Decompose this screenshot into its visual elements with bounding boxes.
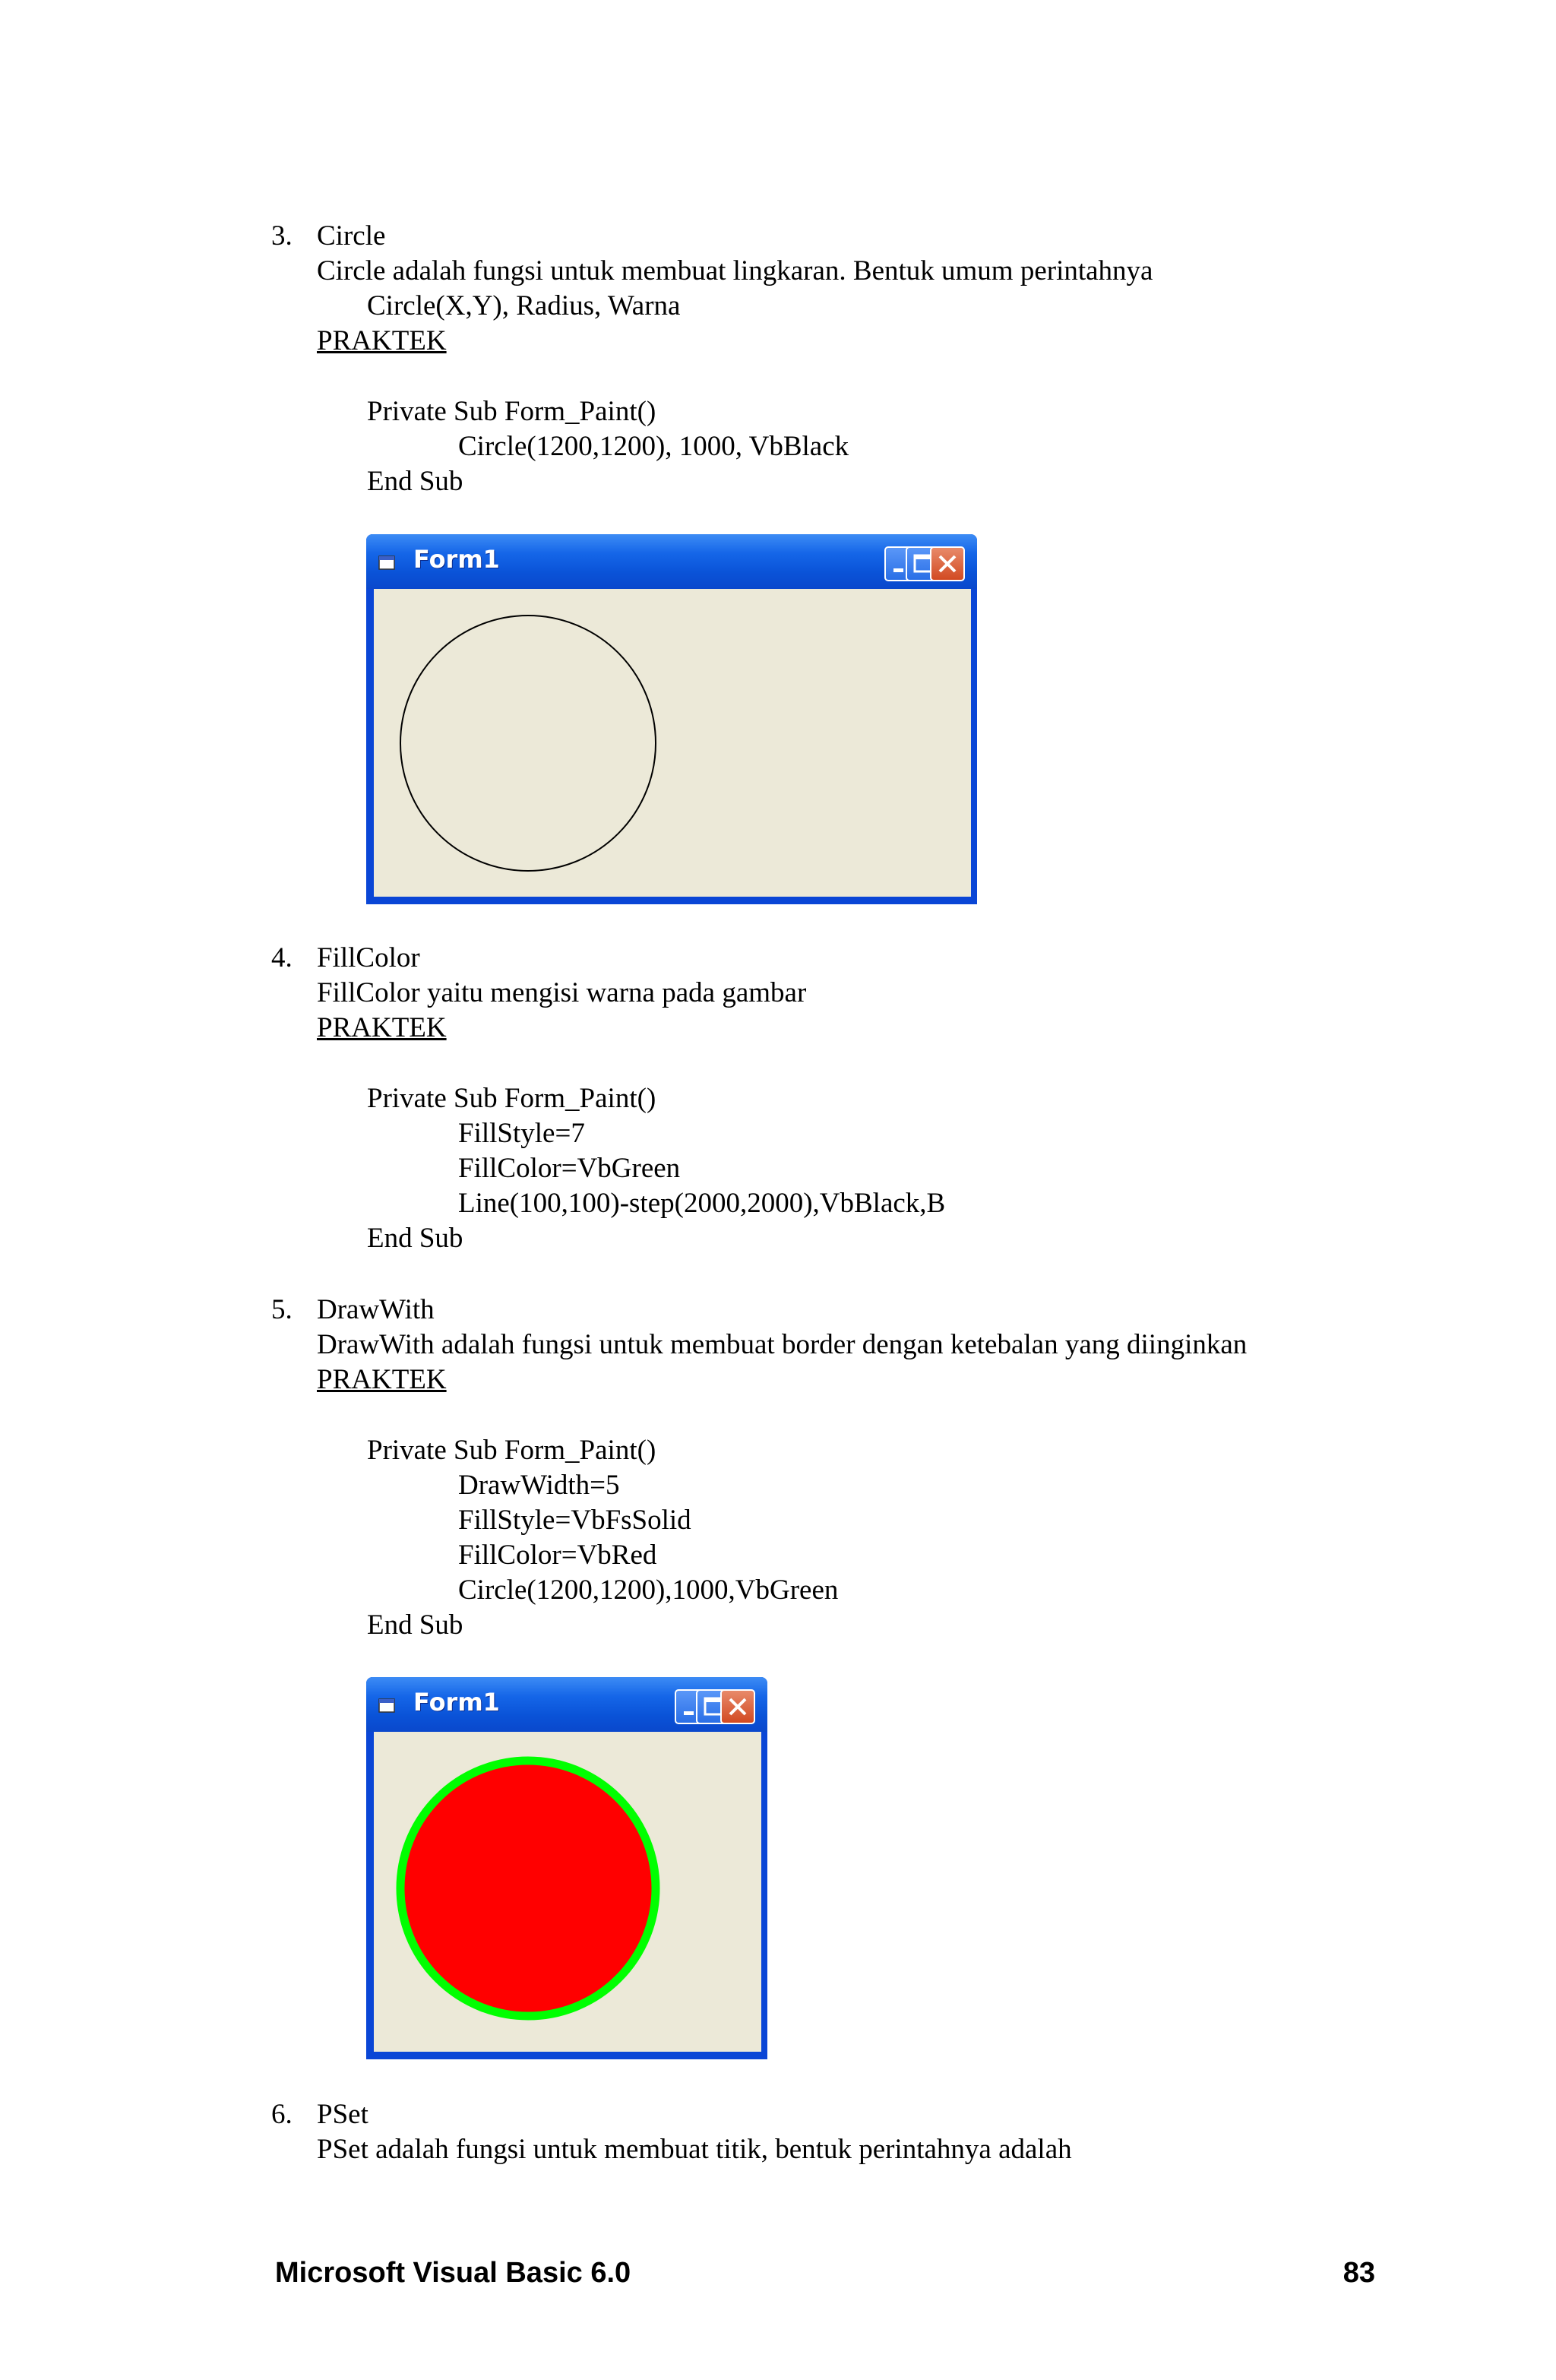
section-4-number: 4. (271, 942, 293, 973)
window-titlebar (366, 1677, 767, 1732)
section-3-heading: Circle (317, 220, 386, 252)
window-title: Form1 (413, 545, 500, 574)
section-5-code-close: End Sub (367, 1609, 463, 1641)
section-5-praktek: PRAKTEK (317, 1364, 447, 1395)
close-icon (931, 548, 963, 580)
section-5-number: 5. (271, 1294, 293, 1325)
section-6-heading: PSet (317, 2099, 368, 2130)
form-icon (378, 554, 397, 571)
form1-window-drawwidth (366, 1677, 767, 2059)
section-4-code-line-3: Line(100,100)-step(2000,2000),VbBlack,B (458, 1188, 946, 1219)
drawing-canvas (374, 1732, 761, 2052)
close-icon (722, 1691, 754, 1723)
section-3-number: 3. (271, 220, 293, 252)
section-6-number: 6. (271, 2099, 293, 2130)
section-4-code-open: Private Sub Form_Paint() (367, 1083, 656, 1114)
section-3-description: Circle adalah fungsi untuk membuat lingkaran. Bentuk umum perintahnya (317, 255, 1153, 286)
section-5-code-line-2: FillStyle=VbFsSolid (458, 1505, 691, 1536)
section-5-code-line-4: Circle(1200,1200),1000,VbGreen (458, 1575, 839, 1606)
drawn-circle (400, 616, 656, 871)
section-5-code-line-3: FillColor=VbRed (458, 1540, 657, 1571)
section-4-code-line-2: FillColor=VbGreen (458, 1153, 681, 1184)
section-4-code-line-1: FillStyle=7 (458, 1118, 585, 1149)
section-3-code-close: End Sub (367, 466, 463, 497)
section-4-code-close: End Sub (367, 1223, 463, 1254)
section-3-syntax: Circle(X,Y), Radius, Warna (367, 290, 681, 321)
window-title: Form1 (413, 1688, 500, 1717)
section-3-code-open: Private Sub Form_Paint() (367, 396, 656, 427)
form-client-area (374, 1732, 761, 2052)
close-button[interactable] (720, 1689, 755, 1724)
section-3-code-line-1: Circle(1200,1200), 1000, VbBlack (458, 431, 849, 462)
footer-book-title: Microsoft Visual Basic 6.0 (275, 2257, 631, 2289)
section-6-description: PSet adalah fungsi untuk membuat titik, bentuk perintahnya adalah (317, 2134, 1072, 2165)
form-icon (378, 1697, 397, 1714)
page-number: 83 (1343, 2257, 1375, 2289)
section-3-praktek: PRAKTEK (317, 325, 447, 356)
drawn-filled-circle (400, 1761, 656, 2016)
section-4-praktek: PRAKTEK (317, 1012, 447, 1043)
window-titlebar (366, 534, 977, 589)
form-client-area (374, 589, 971, 897)
close-button[interactable] (930, 546, 965, 581)
section-4-heading: FillColor (317, 942, 420, 973)
section-5-code-line-1: DrawWidth=5 (458, 1470, 620, 1501)
section-5-description: DrawWith adalah fungsi untuk membuat border dengan ketebalan yang diinginkan (317, 1329, 1248, 1360)
drawing-canvas (374, 589, 971, 897)
form1-window-circle (366, 534, 977, 904)
section-4-description: FillColor yaitu mengisi warna pada gambar (317, 977, 807, 1008)
section-5-heading: DrawWith (317, 1294, 435, 1325)
section-5-code-open: Private Sub Form_Paint() (367, 1435, 656, 1466)
